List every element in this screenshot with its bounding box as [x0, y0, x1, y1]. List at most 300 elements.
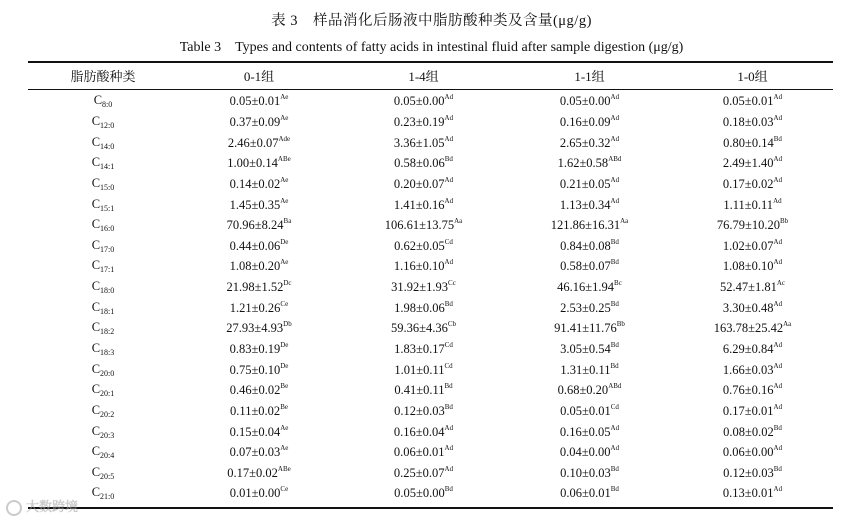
content-cell — [507, 256, 672, 277]
fatty-acid-name — [28, 359, 178, 380]
significance-letters: Bd — [773, 423, 782, 432]
content-value: 0.05±0.00 — [393, 94, 445, 109]
content-cell — [340, 318, 507, 339]
table-row — [28, 215, 833, 236]
content-cell — [507, 318, 672, 339]
content-value: 0.04±0.00 — [559, 445, 611, 460]
content-cell — [672, 256, 833, 277]
acid-chain-notation: 14:0 — [100, 141, 115, 151]
significance-letters: Ad — [610, 175, 620, 184]
content-value: 1.31±0.11 — [560, 362, 611, 377]
table-row — [28, 380, 833, 401]
content-cell — [178, 359, 340, 380]
acid-symbol: C — [91, 279, 101, 294]
acid-chain-notation: 20:1 — [100, 389, 115, 399]
content-cell — [178, 380, 340, 401]
acid-chain-notation: 18:0 — [100, 286, 115, 296]
content-cell — [178, 132, 340, 153]
content-value: 31.92±1.93 — [391, 280, 449, 295]
significance-letters: Ad — [610, 93, 620, 102]
watermark — [6, 496, 78, 516]
content-cell — [178, 442, 340, 463]
acid-chain-notation: 15:1 — [100, 203, 115, 213]
table-row — [28, 297, 833, 318]
acid-chain-notation: 14:1 — [100, 162, 115, 172]
acid-symbol: C — [91, 320, 101, 335]
content-value: 1.08±0.20 — [229, 259, 281, 274]
significance-letters: Bb — [616, 320, 625, 329]
content-cell — [340, 153, 507, 174]
content-value: 0.76±0.16 — [722, 383, 774, 398]
content-value: 46.16±1.94 — [557, 280, 615, 295]
content-value: 1.11±0.11 — [723, 197, 774, 212]
significance-letters: Cc — [448, 279, 456, 288]
content-cell — [507, 421, 672, 442]
significance-letters: Ad — [444, 258, 454, 267]
significance-letters: Bd — [773, 464, 782, 473]
significance-letters: ABd — [608, 382, 622, 391]
significance-letters: ABe — [277, 155, 291, 164]
content-value: 0.58±0.07 — [560, 259, 611, 274]
content-value: 0.41±0.11 — [394, 383, 445, 398]
content-value: 2.49±1.40 — [722, 156, 774, 171]
significance-letters: Cd — [444, 341, 453, 349]
fatty-acid-name — [28, 215, 178, 236]
content-value: 0.08±0.02 — [723, 424, 774, 439]
content-cell — [507, 483, 672, 504]
acid-chain-notation: 17:1 — [100, 265, 115, 275]
significance-letters: Bd — [610, 258, 619, 267]
acid-symbol: C — [91, 299, 101, 314]
significance-letters: Ad — [444, 196, 454, 205]
content-value: 1.08±0.10 — [722, 259, 774, 274]
content-cell — [340, 235, 507, 256]
content-cell — [340, 277, 507, 298]
significance-letters: Ad — [773, 258, 783, 267]
content-cell — [178, 483, 340, 504]
significance-letters: Ad — [773, 444, 783, 453]
significance-letters: Ad — [610, 444, 620, 453]
fatty-acid-name — [28, 132, 178, 153]
significance-letters: Bd — [444, 382, 453, 391]
content-cell — [340, 194, 507, 215]
acid-chain-notation: 17:0 — [100, 244, 115, 254]
content-cell — [672, 421, 833, 442]
content-value: 0.14±0.02 — [229, 176, 281, 191]
content-cell — [340, 339, 507, 360]
significance-letters: Aa — [783, 320, 792, 329]
content-cell — [507, 277, 672, 298]
acid-symbol: C — [91, 196, 101, 211]
significance-letters: Ad — [773, 382, 783, 391]
table-row — [28, 359, 833, 380]
content-value: 0.05±0.01 — [229, 94, 281, 109]
content-value: 0.12±0.03 — [723, 465, 774, 480]
significance-letters: Ad — [444, 93, 454, 102]
content-value: 0.84±0.08 — [560, 238, 611, 253]
table-row — [28, 339, 833, 360]
significance-letters: Ad — [610, 134, 620, 143]
fatty-acid-name — [28, 401, 178, 422]
content-value: 0.20±0.07 — [393, 176, 445, 191]
table-row — [28, 318, 833, 339]
content-cell — [507, 297, 672, 318]
table-row — [28, 421, 833, 442]
content-cell — [340, 215, 507, 236]
content-value: 2.46±0.07 — [227, 135, 279, 150]
significance-letters: Cb — [447, 320, 457, 329]
significance-letters: Ce — [280, 485, 289, 494]
content-cell — [672, 359, 833, 380]
content-cell — [507, 401, 672, 422]
content-value: 0.13±0.01 — [722, 486, 774, 501]
content-cell — [178, 318, 340, 339]
fatty-acid-name — [28, 339, 178, 360]
significance-letters: Bd — [444, 402, 453, 411]
acid-symbol: C — [91, 237, 101, 252]
acid-symbol: C — [91, 258, 101, 273]
significance-letters: Be — [280, 402, 288, 411]
content-cell — [507, 132, 672, 153]
content-cell — [672, 132, 833, 153]
significance-letters: Db — [283, 320, 292, 329]
content-value: 0.05±0.01 — [560, 403, 611, 418]
content-cell — [340, 442, 507, 463]
acid-symbol: C — [91, 423, 101, 438]
significance-letters: Bd — [610, 299, 619, 308]
content-value: 1.41±0.16 — [393, 197, 445, 212]
content-value: 1.00±0.14 — [227, 156, 278, 171]
content-value: 0.05±0.00 — [394, 486, 445, 501]
significance-letters: Ad — [773, 299, 783, 308]
content-cell — [178, 463, 340, 484]
significance-letters: Ad — [444, 113, 454, 122]
content-value: 0.12±0.03 — [394, 403, 445, 418]
acid-symbol: C — [91, 402, 101, 417]
content-cell — [507, 380, 672, 401]
content-cell — [507, 235, 672, 256]
content-value: 106.61±13.75 — [384, 218, 455, 233]
significance-letters: De — [280, 237, 289, 246]
fatty-acid-name — [28, 91, 178, 112]
content-value: 0.06±0.00 — [722, 445, 774, 460]
acid-chain-notation: 20:2 — [100, 409, 115, 419]
fatty-acid-name — [28, 277, 178, 298]
content-value: 1.13±0.34 — [559, 197, 611, 212]
acid-chain-notation: 20:4 — [100, 451, 115, 461]
content-value: 0.62±0.05 — [394, 238, 445, 253]
content-cell — [340, 174, 507, 195]
content-value: 70.96±8.24 — [226, 218, 284, 233]
content-cell — [507, 91, 672, 112]
content-value: 91.41±11.76 — [554, 321, 617, 336]
content-value: 0.46±0.02 — [229, 383, 281, 398]
fatty-acid-name — [28, 153, 178, 174]
table-row — [28, 256, 833, 277]
significance-letters: Ae — [280, 196, 289, 205]
content-value: 3.36±1.05 — [393, 135, 445, 150]
content-cell — [672, 442, 833, 463]
content-cell — [672, 174, 833, 195]
significance-letters: Ad — [773, 485, 783, 494]
content-value: 52.47±1.81 — [719, 280, 777, 295]
content-value: 2.53±0.25 — [560, 300, 611, 315]
content-value: 1.16±0.10 — [393, 259, 445, 274]
content-cell — [178, 421, 340, 442]
content-value: 121.86±16.31 — [550, 218, 621, 233]
acid-symbol: C — [91, 155, 101, 170]
content-cell — [672, 235, 833, 256]
table-row — [28, 483, 833, 504]
content-value: 0.16±0.05 — [559, 424, 611, 439]
content-value: 0.17±0.02 — [227, 465, 278, 480]
acid-symbol: C — [91, 485, 101, 500]
content-value: 0.05±0.01 — [722, 94, 774, 109]
significance-letters: Ad — [773, 402, 783, 411]
significance-letters: Bd — [610, 237, 619, 246]
significance-letters: Cd — [444, 237, 453, 246]
content-cell — [507, 215, 672, 236]
content-value: 2.65±0.32 — [559, 135, 611, 150]
significance-letters: De — [280, 361, 289, 370]
table-row — [28, 91, 833, 112]
acid-symbol: C — [91, 175, 101, 190]
content-cell — [178, 91, 340, 112]
significance-letters: Ade — [278, 134, 291, 143]
content-value: 0.18±0.03 — [722, 114, 774, 129]
content-cell — [507, 194, 672, 215]
significance-letters: Ad — [444, 464, 454, 473]
acid-chain-notation: 12:0 — [100, 120, 115, 130]
acid-chain-notation: 18:3 — [100, 348, 115, 357]
content-value: 0.68±0.20 — [557, 383, 609, 398]
table-title-english: Table 3 Types and contents of fatty acids in intestinal fluid after sample digestion (μg/g) — [179, 40, 684, 55]
content-cell — [178, 339, 340, 360]
content-cell — [178, 112, 340, 133]
header-group-1-1: 1-1组 — [574, 69, 605, 84]
significance-letters: Ae — [280, 258, 289, 267]
content-cell — [178, 277, 340, 298]
significance-letters: Ad — [773, 196, 782, 205]
table-row — [28, 174, 833, 195]
content-value: 0.75±0.10 — [229, 362, 281, 377]
content-value: 0.15±0.04 — [229, 424, 281, 439]
content-cell — [340, 463, 507, 484]
content-cell — [672, 297, 833, 318]
content-cell — [672, 339, 833, 360]
significance-letters: Ce — [280, 299, 289, 308]
content-value: 0.23±0.19 — [393, 114, 445, 129]
acid-symbol: C — [91, 217, 101, 232]
table-row — [28, 442, 833, 463]
content-value: 1.83±0.17 — [394, 342, 445, 356]
acid-symbol: C — [93, 93, 103, 108]
table-row — [28, 112, 833, 133]
significance-letters: Ad — [444, 423, 454, 432]
content-value: 0.44±0.06 — [229, 238, 281, 253]
content-value: 0.10±0.03 — [560, 465, 611, 480]
content-cell — [672, 401, 833, 422]
content-cell — [340, 483, 507, 504]
content-value: 3.30±0.48 — [722, 300, 774, 315]
acid-chain-notation: 20:0 — [100, 368, 115, 378]
content-cell — [340, 91, 507, 112]
content-value: 1.02±0.07 — [722, 238, 774, 253]
significance-letters: Ba — [283, 217, 292, 226]
content-value: 1.62±0.58 — [557, 156, 609, 171]
acid-chain-notation: 20:5 — [100, 471, 115, 481]
content-value: 0.58±0.06 — [394, 156, 445, 171]
content-cell — [178, 215, 340, 236]
content-cell — [340, 401, 507, 422]
fatty-acid-name — [28, 194, 178, 215]
content-value: 21.98±1.52 — [226, 280, 284, 295]
content-value: 0.37±0.09 — [229, 114, 281, 129]
content-value: 0.01±0.00 — [229, 486, 281, 501]
table-row — [28, 235, 833, 256]
fatty-acid-name — [28, 318, 178, 339]
top-rule — [28, 61, 833, 63]
content-value: 0.21±0.05 — [559, 176, 611, 191]
significance-letters: Ad — [610, 196, 620, 205]
significance-letters: Ad — [773, 113, 783, 122]
fatty-acid-name — [28, 421, 178, 442]
content-cell — [178, 153, 340, 174]
content-cell — [340, 112, 507, 133]
significance-letters: Be — [280, 382, 289, 391]
content-value: 59.36±4.36 — [390, 321, 448, 336]
header-group-1-4: 1-4组 — [408, 69, 439, 84]
significance-letters: Cd — [444, 361, 453, 370]
acid-chain-notation: 15:0 — [100, 182, 115, 192]
significance-letters: Bd — [610, 341, 619, 349]
content-cell — [507, 359, 672, 380]
content-cell — [178, 174, 340, 195]
acid-chain-notation: 20:3 — [100, 430, 115, 440]
header-group-0-1: 0-1组 — [243, 69, 275, 84]
content-cell — [672, 91, 833, 112]
significance-letters: Ad — [773, 93, 783, 102]
watermark-text: 大数跨境 — [26, 500, 79, 515]
fatty-acid-name — [28, 297, 178, 318]
content-cell — [340, 297, 507, 318]
acid-symbol: C — [91, 464, 101, 479]
content-cell — [507, 463, 672, 484]
acid-symbol: C — [91, 361, 101, 376]
table-row — [28, 194, 833, 215]
significance-letters: Ae — [280, 423, 289, 432]
acid-symbol: C — [91, 382, 101, 397]
content-value: 0.17±0.01 — [722, 403, 774, 418]
significance-letters: Aa — [454, 217, 463, 226]
significance-letters: Ad — [773, 237, 783, 246]
content-value: 0.17±0.02 — [722, 176, 774, 191]
content-value: 0.83±0.19 — [229, 342, 281, 356]
significance-letters: Ad — [444, 444, 454, 453]
header-rule — [28, 89, 833, 90]
content-cell — [672, 112, 833, 133]
significance-letters: Ae — [280, 93, 289, 102]
significance-letters: Ad — [773, 341, 783, 349]
significance-letters: Ae — [280, 175, 289, 184]
significance-letters: Ad — [444, 134, 454, 143]
content-cell — [507, 153, 672, 174]
acid-symbol: C — [91, 134, 101, 149]
content-cell — [507, 112, 672, 133]
table-body — [28, 91, 833, 504]
content-cell — [340, 256, 507, 277]
content-value: 163.78±25.42 — [713, 321, 784, 336]
significance-letters: ABd — [608, 155, 622, 164]
header-group-1-0: 1-0组 — [737, 69, 768, 84]
bottom-rule — [28, 507, 833, 509]
content-value: 0.06±0.01 — [560, 486, 611, 501]
acid-chain-notation: 16:0 — [100, 224, 115, 234]
content-cell — [178, 401, 340, 422]
acid-chain-notation: 21:0 — [100, 492, 115, 502]
table-row — [28, 463, 833, 484]
content-cell — [672, 463, 833, 484]
content-cell — [178, 194, 340, 215]
acid-symbol: C — [91, 113, 101, 128]
significance-letters: Bd — [610, 361, 619, 370]
fatty-acid-name — [28, 442, 178, 463]
significance-letters: Ae — [280, 444, 289, 453]
significance-letters: Bb — [779, 217, 789, 226]
significance-letters: Bd — [610, 464, 619, 473]
table-row — [28, 132, 833, 153]
content-cell — [672, 483, 833, 504]
content-value: 3.05±0.54 — [560, 342, 611, 356]
content-cell — [672, 318, 833, 339]
content-cell — [340, 359, 507, 380]
content-cell — [340, 132, 507, 153]
significance-letters: Bd — [444, 299, 453, 308]
content-value: 0.07±0.03 — [229, 445, 281, 460]
fatty-acid-name — [28, 463, 178, 484]
acid-chain-notation: 8:0 — [102, 100, 113, 110]
content-value: 0.11±0.02 — [230, 403, 281, 418]
content-cell — [672, 215, 833, 236]
fatty-acid-table — [28, 91, 833, 504]
significance-letters: Dc — [283, 279, 292, 288]
content-cell — [178, 256, 340, 277]
acid-chain-notation: 18:1 — [100, 306, 115, 316]
content-cell — [672, 153, 833, 174]
significance-letters: Ad — [610, 113, 620, 122]
table-row — [28, 277, 833, 298]
acid-symbol: C — [91, 341, 101, 355]
content-value: 0.16±0.09 — [559, 114, 611, 129]
watermark-logo-icon — [6, 500, 22, 516]
content-value: 1.98±0.06 — [394, 300, 445, 315]
acid-chain-notation: 18:2 — [100, 327, 115, 337]
significance-letters: Ad — [444, 175, 454, 184]
significance-letters: De — [280, 341, 289, 349]
content-value: 1.66±0.03 — [722, 362, 774, 377]
content-value: 0.05±0.00 — [559, 94, 611, 109]
significance-letters: ABe — [277, 464, 291, 473]
significance-letters: Cd — [610, 402, 619, 411]
table-title-chinese: 表 3 样品消化后肠液中脂肪酸种类及含量(μg/g) — [271, 13, 592, 29]
fatty-acid-name — [28, 380, 178, 401]
content-value: 1.01±0.11 — [394, 362, 445, 377]
content-value: 27.93±4.93 — [226, 321, 284, 336]
content-value: 0.80±0.14 — [723, 135, 774, 150]
content-cell — [507, 442, 672, 463]
content-value: 1.21±0.26 — [229, 300, 281, 315]
content-cell — [672, 194, 833, 215]
